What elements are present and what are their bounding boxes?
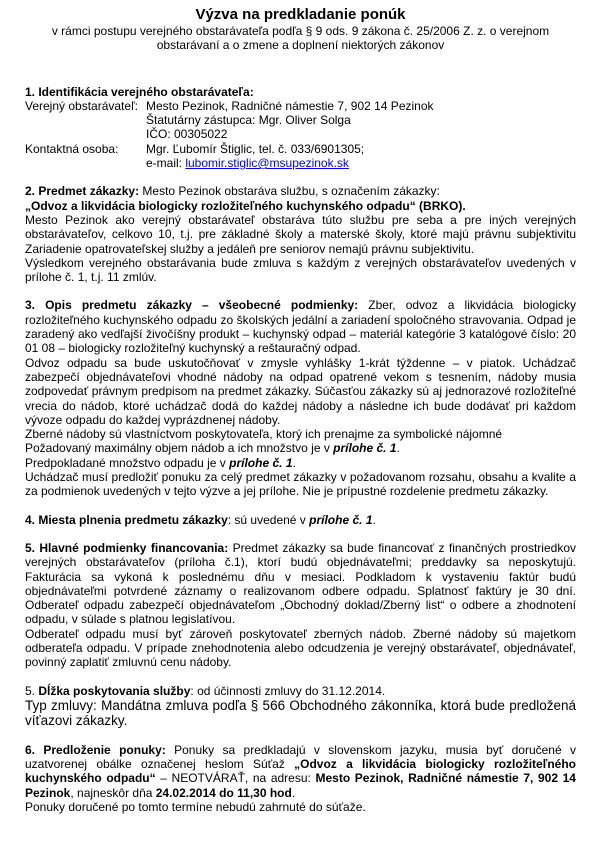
financing-paragraph: Predmet zákazky sa bude financovať z finančných prostriedkov verejných obstarávateľov (príloha č.1), ktorí budú objednávateľmi; preddavky sa neposkytujú. Fakturácia sa vykoná k poslednému dňu v mesiaci. Podkladom k vystaveniu faktúr budú objednávateľmi potvrdené záznamy o realizovanom odbere odpadu. Splatnosť faktúry je 30 dní. Odberateľ odpadu zabezpečí objednávateľom „Obchodný doklad/Zberný list“ o odbere a zhodnotení odpadu, v súlade s platnou legislatívou. [25, 540, 576, 627]
section-identification [25, 85, 576, 171]
authority-value: Mesto Pezinok, Radničné námestie 7, 902 14 Pezinok [146, 98, 434, 113]
submission-text: . [291, 785, 296, 800]
submission-text: , najneskôr dňa [70, 785, 156, 800]
section-place: 4. Miesta plnenia predmetu zákazky: sú uvedené v prílohe č. 1. [25, 512, 376, 527]
document-subtitle: v rámci postupu verejného obstarávateľa podľa § 9 ods. 9 zákona č. 25/2006 Z. z. o verejnom obstarávaní a o zmene a doplnení niektorých zákonov [51, 24, 550, 53]
section-description: 3. Opis predmetu zákazky – všeobecné podmienky: Zber, odvoz a likvidácia biologicky rozložiteľného kuchynského odpadu zo školských jedální a zariadení spoločného stravovania. Odpad je zaradený ako vedľajší živočíšny produkt – kuchynský odpad – materiál kategórie 3 katalógové číslo: 20 01 08 – biologicky rozložiteľný kuchynský a reštauračný odpad. Odvoz odpadu sa bude uskutočňovať v zmysle vyhlášky 1-krát týždenne – v piatok. Uchádzač zabezpečí objednávateľovi vhodné nádoby na odpad opatrené vekom s tesnením, nádoby musia zodpovedať právnym predpisom na predmet zákazky. Súčasťou zákazky sú aj jednorazové rozložiteľné vrecia do nádob, ktoré uchádzač dodá do každej nádoby a následne ich bude dodávať pri každom vývoze odpadu do každej vyprázdnenej nádoby. Zberné nádoby sú vlastníctvom poskytovateľa, ktorý ich prenajme za symbolické nájomné Požadovaný maximálny objem nádob a ich množstvo je v prílohe č. 1. Predpokladané množstvo odpadu je v prílohe č. 1. Uchádzač musí predložiť ponuku za celý predmet zákazky v požadovanom rozsahu, obsahu a kvalite a za podmienok uvedených v tejto výzve a jej prílohe. Nie je prípustné rozdelenie predmetu zákazky. [25, 298, 577, 499]
submission-text: – NEOTVÁRAŤ, na adresu: [155, 771, 316, 786]
section-heading: 5. Hlavné podmienky financovania: [25, 540, 229, 555]
description-text: Predpokladané množstvo odpadu je v [25, 455, 230, 470]
section-subject [25, 184, 576, 284]
document-title: Výzva na predkladanie ponúk [195, 6, 406, 23]
authority-row [25, 99, 576, 113]
contract-type: Typ zmluvy: Mandátna zmluva podľa § 566 Obchodného zákonníka, ktorá bude predložená víťazovi zákazky. [25, 697, 576, 729]
submission-contract-name: „Odvoz a likvidácia biologicky rozložiteľného kuchynského odpadu“ [25, 757, 576, 786]
place-text: : sú uvedené v [227, 512, 310, 527]
submission-note: Ponuky doručené po tomto termíne nebudú zahrnuté do súťaže. [25, 800, 366, 815]
section-duration [25, 684, 576, 729]
submission-deadline: 24.02.2014 do 11,30 hod [155, 785, 292, 800]
description-paragraph: Zberné nádoby sú vlastníctvom poskytovateľa, ktorý ich prenajme za symbolické nájomné [25, 427, 503, 442]
description-paragraph: Odvoz odpadu sa bude uskutočňovať v zmysle vyhlášky 1-krát týždenne – v piatok. Uchádzač zabezpečí objednávateľovi vhodné nádoby na odpad opatrené vekom s tesnením, nádoby musia zodpovedať právnym predpisom na predmet zákazky. Súčasťou zákazky sú aj jednorazové rozložiteľné vrecia do nádob, ktoré uchádzač dodá do každej nádoby a následne ich bude dodávať pri každom vývoze odpadu do každej vyprázdnenej nádoby. [25, 355, 576, 427]
contact-row [25, 142, 576, 156]
annex-reference: prílohe č. 1 [309, 512, 373, 527]
annex-reference: prílohe č. 1 [229, 455, 293, 470]
description-paragraph: Zber, odvoz a likvidácia biologicky rozložiteľného kuchynského odpadu zo školských jedální a zariadení spoločného stravovania. Odpad je zaradený ako vedľajší živočíšny produkt – kuchynský odpad – materiál kategórie 3 katalógové číslo: 20 01 08 – biologicky rozložiteľný kuchynský a reštauračný odpad. [25, 298, 577, 356]
financing-paragraph: Odberateľ odpadu musí byť zároveň poskytovateľ zberných nádob. Zberné nádoby sú majetkom odberateľa odpadu. V prípade znehodnotenia alebo odcudzenia je verejný obstarávateľ, objednávateľ, povinný zaplatiť zmluvnú cenu nádoby. [25, 626, 576, 670]
section-number: 5. [25, 683, 39, 698]
description-paragraph: Uchádzač musí predložiť ponuku za celý predmet zákazky v požadovanom rozsahu, obsahu a kvalite a za podmienok uvedených v tejto výzve a jej prílohe. Nie je prípustné rozdelenie predmetu zákazky. [25, 470, 576, 499]
ico-value: IČO: 00305022 [146, 127, 228, 142]
contact-value: Mgr. Ľubomír Štiglic, tel. č. 033/6901305; [146, 141, 365, 156]
section-submission [25, 743, 576, 814]
section-heading: 2. Predmet zákazky: [25, 184, 140, 199]
contact-label: Kontaktná osoba: [25, 141, 119, 156]
section-heading: 4. Miesta plnenia predmetu zákazky [25, 512, 228, 527]
subject-paragraph: Výsledkom verejného obstarávania bude zmluva s každým z verejných obstarávateľov uvedených v prílohe č. 1, t.j. 11 zmlúv. [25, 255, 576, 285]
statutory-representative: Štatutárny zástupca: Mgr. Oliver Solga [146, 113, 351, 128]
description-text: Požadovaný maximálny objem nádob a ich množstvo je v [25, 441, 334, 456]
subject-intro: Mesto Pezinok obstaráva službu, s označením zákazky: [139, 184, 440, 199]
contract-name: „Odvoz a likvidácia biologicky rozložiteľného kuchynského odpadu“ (BRKO). [25, 198, 466, 213]
section-heading: 6. Predloženie ponuky: [25, 742, 166, 757]
email-link[interactable]: lubomir.stiglic@msupezinok.sk [185, 156, 349, 171]
duration-text: : od účinnosti zmluvy do 31.12.2014. [190, 683, 386, 698]
email-prefix: e-mail: [146, 156, 186, 171]
section-financing [25, 541, 576, 670]
authority-label: Verejný obstarávateľ: [25, 98, 138, 113]
annex-reference: prílohe č. 1 [333, 441, 397, 456]
subject-paragraph: Mesto Pezinok ako verejný obstarávateľ obstaráva túto službu pre seba a pre iných verejných obstarávateľov, celkovo 10, t.j. pre základné školy a materské školy, ktoré majú právnu subjektivitu Zariadenie opatrovateľskej služby a jedáleň pre seniorov nemajú právnu subjektivitu. [25, 212, 576, 256]
submission-address: Mesto Pezinok, Radničné námestie 7, 902 14 Pezinok [25, 771, 576, 800]
section-heading: 3. Opis predmetu zákazky – všeobecné podmienky: [25, 298, 359, 313]
section-heading: 1. Identifikácia verejného obstarávateľa: [25, 84, 254, 99]
submission-text: Ponuky sa predkladajú v slovenskom jazyku, musia byť doručené v uzatvorenej obálke označenej heslom Súťaž [25, 742, 576, 772]
section-heading: Dĺžka poskytovania služby [38, 683, 191, 698]
